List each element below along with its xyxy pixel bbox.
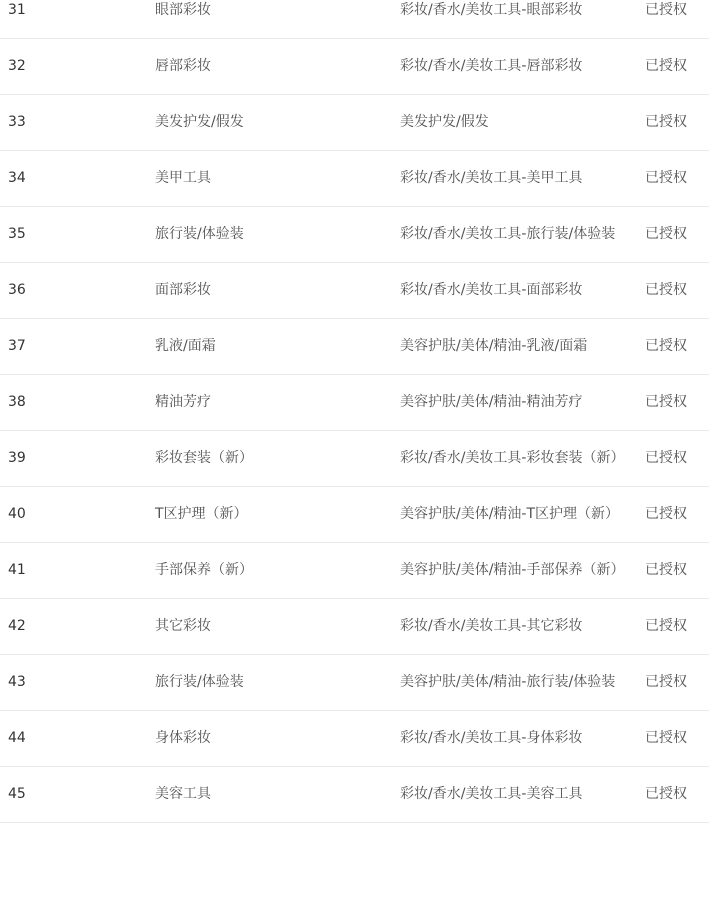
table-row: [0, 543, 709, 599]
row-number-cell: 33: [8, 114, 26, 130]
row-number-cell: 41: [8, 562, 26, 578]
category-name-cell: 旅行装/体验装: [155, 226, 244, 242]
table-row: [0, 95, 709, 151]
category-name-cell: 旅行装/体验装: [155, 674, 244, 690]
category-path-cell: 美容护肤/美体/精油-T区护理（新）: [400, 506, 620, 522]
table-row: [0, 767, 709, 823]
status-badge: 已授权: [645, 114, 687, 130]
row-number-cell: 43: [8, 674, 26, 690]
row-number-cell: 34: [8, 170, 26, 186]
category-name-cell: 乳液/面霜: [155, 338, 216, 354]
status-badge: 已授权: [645, 730, 687, 746]
category-name-cell: 手部保养（新）: [155, 562, 253, 578]
table-row: [0, 375, 709, 431]
category-name-cell: 面部彩妆: [155, 282, 211, 298]
category-name-cell: 美甲工具: [155, 170, 211, 186]
row-number-cell: 38: [8, 394, 26, 410]
row-number-cell: 36: [8, 282, 26, 298]
status-badge: 已授权: [645, 786, 687, 802]
category-name-cell: 身体彩妆: [155, 730, 211, 746]
category-path-cell: 彩妆/香水/美妆工具-美容工具: [400, 786, 583, 802]
category-name-cell: 美容工具: [155, 786, 211, 802]
status-badge: 已授权: [645, 562, 687, 578]
category-name-cell: 眼部彩妆: [155, 2, 211, 18]
category-name-cell: 彩妆套装（新）: [155, 450, 253, 466]
status-badge: 已授权: [645, 170, 687, 186]
status-badge: 已授权: [645, 58, 687, 74]
category-name-cell: 美发护发/假发: [155, 114, 244, 130]
status-badge: 已授权: [645, 394, 687, 410]
table-row: [0, 0, 709, 39]
category-name-cell: 其它彩妆: [155, 618, 211, 634]
status-badge: 已授权: [645, 2, 687, 18]
table-row: [0, 487, 709, 543]
status-badge: 已授权: [645, 450, 687, 466]
category-path-cell: 彩妆/香水/美妆工具-唇部彩妆: [400, 58, 583, 74]
table-row: [0, 711, 709, 767]
table-row: [0, 39, 709, 95]
status-badge: 已授权: [645, 506, 687, 522]
row-number-cell: 40: [8, 506, 26, 522]
table-row: [0, 431, 709, 487]
row-number-cell: 32: [8, 58, 26, 74]
status-badge: 已授权: [645, 674, 687, 690]
table-row: [0, 319, 709, 375]
category-path-cell: 美容护肤/美体/精油-手部保养（新）: [400, 562, 625, 578]
category-path-cell: 美容护肤/美体/精油-旅行装/体验装: [400, 674, 616, 690]
status-badge: 已授权: [645, 618, 687, 634]
table-row: [0, 599, 709, 655]
row-number-cell: 45: [8, 786, 26, 802]
row-number-cell: 37: [8, 338, 26, 354]
table-row: [0, 655, 709, 711]
status-badge: 已授权: [645, 338, 687, 354]
category-path-cell: 美容护肤/美体/精油-精油芳疗: [400, 394, 583, 410]
category-path-cell: 彩妆/香水/美妆工具-其它彩妆: [400, 618, 583, 634]
category-path-cell: 彩妆/香水/美妆工具-眼部彩妆: [400, 2, 583, 18]
category-path-cell: 彩妆/香水/美妆工具-美甲工具: [400, 170, 583, 186]
category-path-cell: 彩妆/香水/美妆工具-面部彩妆: [400, 282, 583, 298]
row-number-cell: 44: [8, 730, 26, 746]
row-number-cell: 42: [8, 618, 26, 634]
category-path-cell: 彩妆/香水/美妆工具-彩妆套装（新）: [400, 450, 625, 466]
category-path-cell: 彩妆/香水/美妆工具-身体彩妆: [400, 730, 583, 746]
row-number-cell: 31: [8, 2, 26, 18]
category-path-cell: 彩妆/香水/美妆工具-旅行装/体验装: [400, 226, 616, 242]
table-row: [0, 151, 709, 207]
category-name-cell: 精油芳疗: [155, 394, 211, 410]
category-path-cell: 美发护发/假发: [400, 114, 489, 130]
table-row: [0, 263, 709, 319]
status-badge: 已授权: [645, 282, 687, 298]
status-badge: 已授权: [645, 226, 687, 242]
row-number-cell: 35: [8, 226, 26, 242]
table-row: [0, 207, 709, 263]
category-name-cell: 唇部彩妆: [155, 58, 211, 74]
category-name-cell: T区护理（新）: [155, 506, 248, 522]
category-path-cell: 美容护肤/美体/精油-乳液/面霜: [400, 338, 588, 354]
row-number-cell: 39: [8, 450, 26, 466]
